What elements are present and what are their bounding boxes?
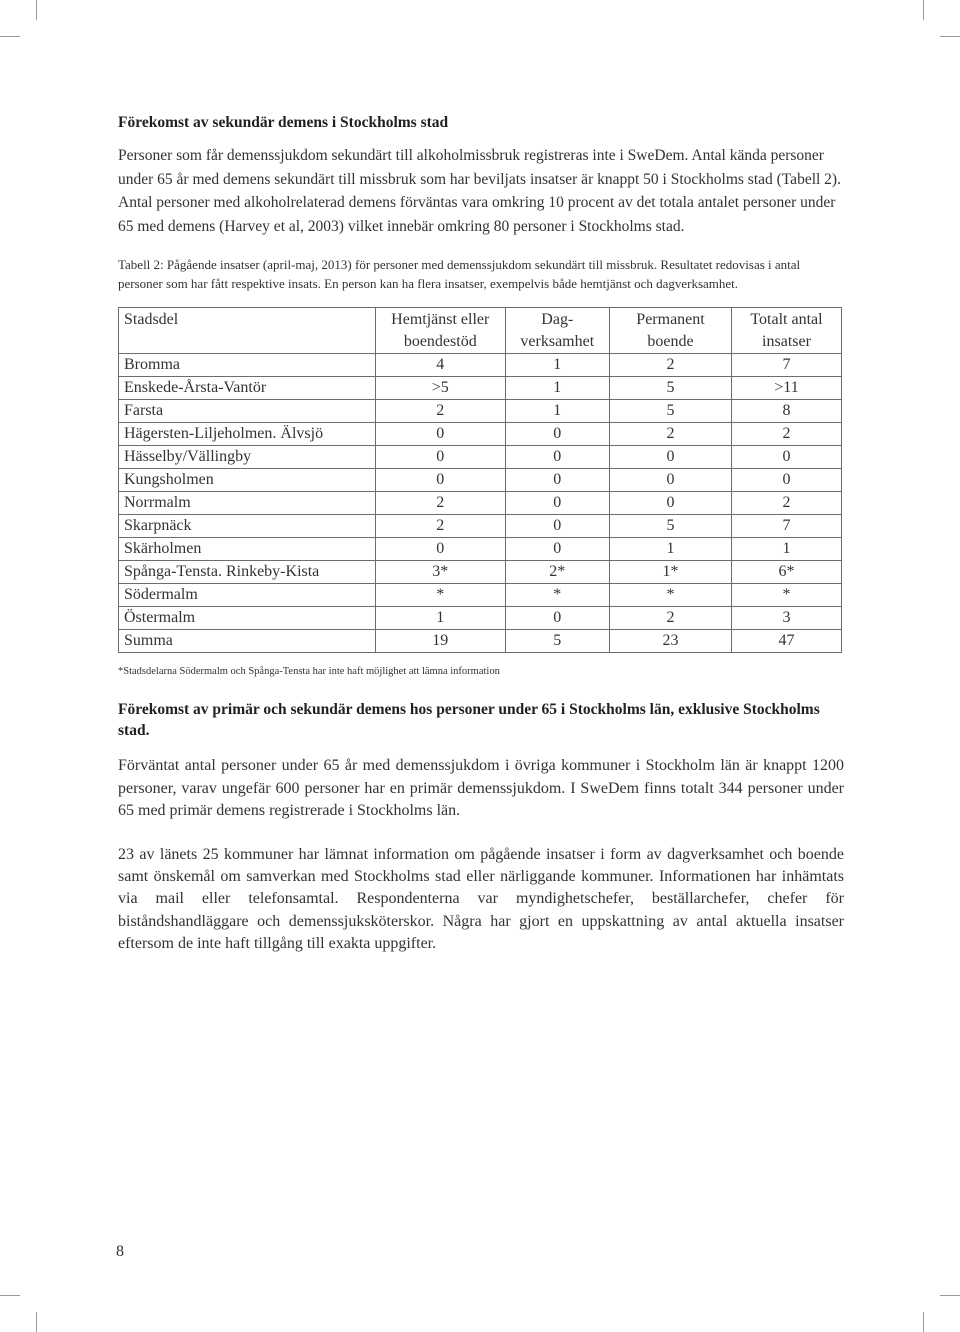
page-number: 8: [116, 1243, 124, 1260]
table-cell-value: 0: [610, 492, 732, 515]
table-cell-value: 3*: [375, 561, 505, 584]
table-row: [119, 630, 842, 653]
table-cell-value: 0: [505, 492, 610, 515]
table-cell-value: 0: [375, 538, 505, 561]
table-cell-stadsdel: Hässelby/Vällingby: [119, 446, 376, 469]
table-cell-value: 0: [505, 607, 610, 630]
table-row: [119, 561, 842, 584]
section-2-paragraph-2: 23 av länets 25 kommuner har lämnat information om pågående insatser i form av dagverksamhet och boende samt önskemål om samverkan med Stockholms stad eller närliggande kommuner. Informationen har inhämtats via mail eller telefonsamtal. Respondenterna var myndighetschefer, beställarchefer, chefer för biståndshandläggare och demenssjuksköterskor. Några har gjort en uppskattning av antal aktuella insatser eftersom de inte haft tillgång till exakta uppgifter.: [118, 845, 844, 953]
table-row: [119, 469, 842, 492]
table-cell-value: 0: [505, 469, 610, 492]
table-2-footnote: *Stadsdelarna Södermalm och Spånga-Tensta har inte haft möjlighet att lämna information: [118, 666, 500, 678]
crop-mark: [36, 0, 37, 20]
table-cell-value: 1: [505, 354, 610, 377]
table-cell-value: 5: [610, 377, 732, 400]
table-cell-stadsdel: Bromma: [119, 354, 376, 377]
table-cell-stadsdel: Kungsholmen: [119, 469, 376, 492]
table-cell-value: 0: [731, 469, 841, 492]
table-cell-value: 2: [375, 400, 505, 423]
header-totalt: Totalt antal insatser: [731, 308, 841, 354]
table-row: [119, 400, 842, 423]
crop-mark: [940, 1295, 960, 1296]
crop-mark: [940, 36, 960, 37]
table-2: [118, 307, 842, 653]
table-cell-stadsdel: Enskede-Årsta-Vantör: [119, 377, 376, 400]
table-row: [119, 515, 842, 538]
table-cell-value: 0: [375, 423, 505, 446]
table-cell-value: 2*: [505, 561, 610, 584]
table-cell-value: 0: [505, 446, 610, 469]
table-cell-value: >11: [731, 377, 841, 400]
header-hemtjanst: Hemtjänst eller boendestöd: [375, 308, 505, 354]
table-cell-value: 47: [731, 630, 841, 653]
table-cell-value: 0: [610, 446, 732, 469]
table-cell-value: 0: [505, 515, 610, 538]
table-row: [119, 423, 842, 446]
table-cell-value: 19: [375, 630, 505, 653]
header-stadsdel: Stadsdel: [119, 308, 376, 354]
table-cell-stadsdel: Farsta: [119, 400, 376, 423]
crop-mark: [923, 0, 924, 20]
header-dagverksamhet: Dag-verksamhet: [505, 308, 610, 354]
table-cell-stadsdel: Skärholmen: [119, 538, 376, 561]
table-cell-value: 1: [505, 400, 610, 423]
table-header-row: [119, 308, 842, 354]
table-cell-value: 2: [375, 515, 505, 538]
table-row: [119, 538, 842, 561]
table-2-caption: Tabell 2: Pågående insatser (april-maj, 2013) för personer med demenssjukdom sekundärt till missbruk. Resultatet redovisas i antal personer som har fått respektive insats. En person kan ha flera insatser, exempelvis både hemtjänst och dagverksamhet.: [118, 257, 801, 292]
table-cell-value: 6*: [731, 561, 841, 584]
table-cell-value: 5: [505, 630, 610, 653]
crop-mark: [0, 36, 20, 37]
crop-mark: [0, 1295, 20, 1296]
table-cell-value: 2: [610, 354, 732, 377]
table-cell-value: 0: [505, 538, 610, 561]
table-row: [119, 492, 842, 515]
table-cell-value: 1: [610, 538, 732, 561]
table-row: [119, 446, 842, 469]
table-cell-value: 5: [610, 400, 732, 423]
table-cell-value: 1: [731, 538, 841, 561]
table-cell-value: 0: [375, 446, 505, 469]
table-cell-stadsdel: Östermalm: [119, 607, 376, 630]
crop-mark: [36, 1312, 37, 1332]
table-cell-value: 7: [731, 354, 841, 377]
table-cell-value: 1: [375, 607, 505, 630]
table-cell-value: *: [505, 584, 610, 607]
table-cell-stadsdel: Skarpnäck: [119, 515, 376, 538]
table-cell-value: *: [610, 584, 732, 607]
table-cell-value: *: [375, 584, 505, 607]
table-cell-value: 2: [375, 492, 505, 515]
table-row: [119, 584, 842, 607]
table-cell-value: 5: [610, 515, 732, 538]
table-cell-stadsdel: Spånga-Tensta. Rinkeby-Kista: [119, 561, 376, 584]
table-cell-value: 0: [505, 423, 610, 446]
header-permanent-boende: Permanent boende: [610, 308, 732, 354]
table-cell-value: 0: [610, 469, 732, 492]
section-1-paragraph: Personer som får demenssjukdom sekundärt till alkoholmissbruk registreras inte i SweDem. Antal kända personer under 65 år med demens sekundärt till missbruk som har beviljats insatser är knappt 50 i Stockholms stad (Tabell 2). Antal personer med alkoholrelaterad demens förväntas vara omkring 10 procent av det totala antalet personer under 65 med demens (Harvey et al, 2003) vilket innebär omkring 80 personer i Stockholms stad.: [118, 147, 841, 235]
table-cell-value: 2: [731, 492, 841, 515]
section-2-paragraph-1: Förväntat antal personer under 65 år med demenssjukdom i övriga kommuner i Stockholm län är knappt 1200 personer, varav ungefär 600 personer har en primär demenssjukdom. I SweDem finns totalt 344 personer under 65 med primär demens registrerade i Stockholms län.: [118, 757, 844, 820]
table-cell-value: 2: [731, 423, 841, 446]
section-2-heading: Förekomst av primär och sekundär demens hos personer under 65 i Stockholms län, exklusive Stockholms stad.: [118, 701, 820, 740]
table-cell-value: 2: [610, 607, 732, 630]
table-cell-value: 3: [731, 607, 841, 630]
table-cell-value: 0: [375, 469, 505, 492]
table-cell-stadsdel: Södermalm: [119, 584, 376, 607]
table-cell-value: 1*: [610, 561, 732, 584]
table-cell-value: *: [731, 584, 841, 607]
table-row: [119, 377, 842, 400]
table-row: [119, 607, 842, 630]
table-cell-value: 7: [731, 515, 841, 538]
table-cell-value: >5: [375, 377, 505, 400]
table-cell-value: 1: [505, 377, 610, 400]
table-cell-value: 2: [610, 423, 732, 446]
section-1-heading: Förekomst av sekundär demens i Stockholms stad: [118, 114, 449, 131]
table-cell-stadsdel: Summa: [119, 630, 376, 653]
table-cell-stadsdel: Norrmalm: [119, 492, 376, 515]
table-cell-value: 23: [610, 630, 732, 653]
table-row: [119, 354, 842, 377]
crop-mark: [923, 1312, 924, 1332]
table-cell-value: 4: [375, 354, 505, 377]
table-cell-value: 8: [731, 400, 841, 423]
table-cell-stadsdel: Hägersten-Liljeholmen. Älvsjö: [119, 423, 376, 446]
page-content: [118, 112, 844, 956]
table-cell-value: 0: [731, 446, 841, 469]
